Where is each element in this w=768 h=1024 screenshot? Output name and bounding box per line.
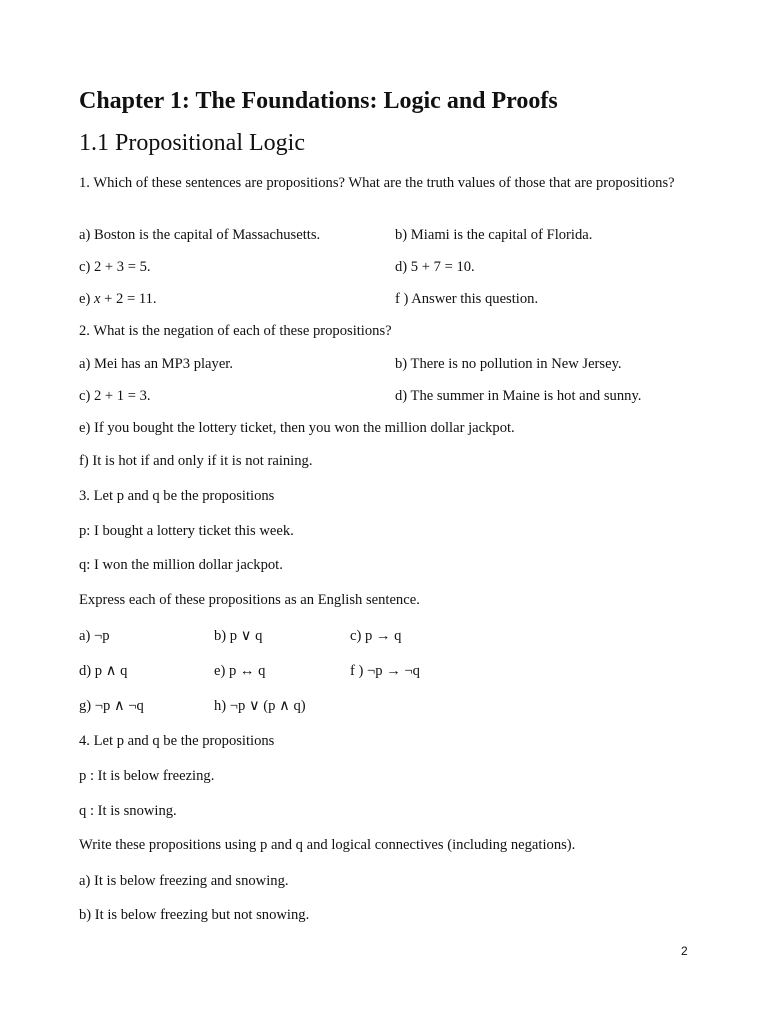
q2-item-f: f) It is hot if and only if it is not raining. <box>79 453 313 469</box>
page-number: 2 <box>681 944 688 958</box>
q1-item-c: c) 2 + 3 = 5. <box>79 259 151 275</box>
q3-item-h: h) ¬p ∨ (p ∧ q) <box>214 698 306 714</box>
q2-prompt: 2. What is the negation of each of these propositions? <box>79 323 392 339</box>
q2-item-d: d) The summer in Maine is hot and sunny. <box>395 388 642 404</box>
q4-def-q: q : It is snowing. <box>79 803 177 819</box>
q3-prompt: 3. Let p and q be the propositions <box>79 488 275 504</box>
q3-instruction: Express each of these propositions as an English sentence. <box>79 592 420 608</box>
q3-item-b: b) p ∨ q <box>214 628 263 644</box>
q1-item-d: d) 5 + 7 = 10. <box>395 259 475 275</box>
q3-item-c: c) p → q <box>350 628 402 644</box>
q4-instruction: Write these propositions using p and q and logical connectives (including negations). <box>79 837 576 853</box>
q2-item-b: b) There is no pollution in New Jersey. <box>395 356 622 372</box>
q3-item-g: g) ¬p ∧ ¬q <box>79 698 144 714</box>
section-title: 1.1 Propositional Logic <box>79 130 305 156</box>
chapter-title: Chapter 1: The Foundations: Logic and Proofs <box>79 88 558 114</box>
q1-item-e-variable: x <box>94 291 101 307</box>
q2-item-e: e) If you bought the lottery ticket, then you won the million dollar jackpot. <box>79 420 515 436</box>
q3-def-p: p: I bought a lottery ticket this week. <box>79 523 294 539</box>
q4-def-p: p : It is below freezing. <box>79 768 215 784</box>
q4-prompt: 4. Let p and q be the propositions <box>79 733 275 749</box>
q3-item-d: d) p ∧ q <box>79 663 128 679</box>
q4-item-a: a) It is below freezing and snowing. <box>79 873 289 889</box>
q2-item-a: a) Mei has an MP3 player. <box>79 356 234 372</box>
q1-item-b: b) Miami is the capital of Florida. <box>395 227 593 243</box>
q3-def-q: q: I won the million dollar jackpot. <box>79 557 283 573</box>
q3-item-f: f ) ¬p → ¬q <box>350 663 420 679</box>
q1-item-e-rest: + 2 = 11. <box>100 291 157 307</box>
q1-prompt: 1. Which of these sentences are propositions? What are the truth values of those that are propositions? <box>79 175 675 191</box>
q3-item-a: a) ¬p <box>79 628 110 644</box>
q1-item-a: a) Boston is the capital of Massachusetts. <box>79 227 321 243</box>
q4-item-b: b) It is below freezing but not snowing. <box>79 907 310 923</box>
q1-item-f: f ) Answer this question. <box>395 291 539 307</box>
q1-item-e <box>79 290 157 308</box>
q3-item-e: e) p ↔ q <box>214 663 266 679</box>
q2-item-c: c) 2 + 1 = 3. <box>79 388 151 404</box>
q1-item-e-prefix: e) <box>79 291 94 307</box>
